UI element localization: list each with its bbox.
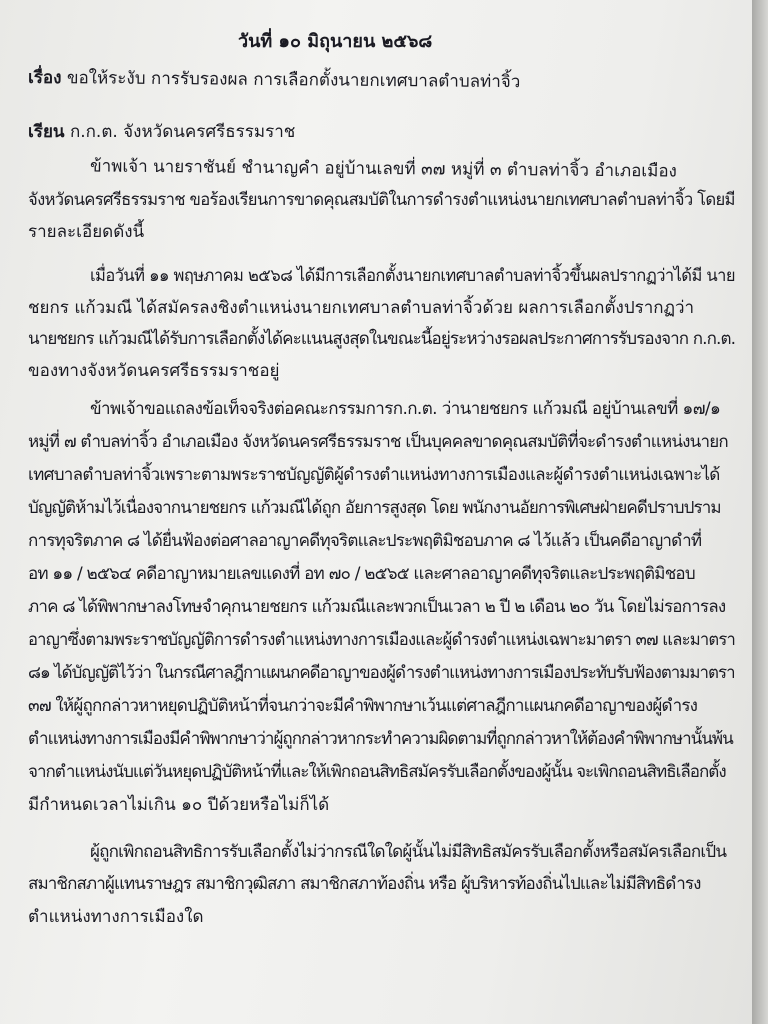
para1-line1: ข้าพเจ้า นายราชันย์ ชำนาญคำ อยู่บ้านเลขที่ ๓๗ หมู่ที่ ๓ ตำบลท่าจิ้ว อำเภอเมือง — [89, 156, 677, 182]
para1-line3: รายละเอียดดังนี้ — [28, 222, 145, 242]
para3-line12: จากตำแหน่งนับแต่วันหยุดปฏิบัติหน้าที่และให้เพิกถอนสิทธิสมัครรับเลือกตั้งของผู้นั้น จะเพิกถอนสิทธิเลือกตั้ง — [28, 762, 726, 782]
subject-text: ขอให้ระงับ การรับรองผล การเลือกตั้งนายกเทศบาลตำบลท่าจิ้ว — [66, 68, 521, 93]
para3-line2: หมู่ที่ ๗ ตำบลท่าจิ้ว อำเภอเมือง จังหวัดนครศรีธรรมราช เป็นบุคคลขาดคุณสมบัติที่จะดำรงตำแหน่งนายก — [28, 432, 728, 452]
para3-line8: อาญาซึ่งตามพระราชบัญญัติการดำรงตำแหน่งทางการเมืองและผู้ดำรงตำแหน่งเฉพาะมาตรา ๓๗ และมาตรา — [28, 630, 736, 650]
para3-line7: ภาค ๘ ได้พิพากษาลงโทษจำคุกนายชยกร แก้วมณีและพวกเป็นเวลา ๒ ปี ๒ เดือน ๒๐ วัน โดยไม่รอการลง — [28, 597, 726, 617]
recipient-label: เรียน — [28, 122, 65, 142]
para2-line4: ของทางจังหวัดนครศรีธรรมราชอยู่ — [28, 361, 280, 381]
para4-line1: ผู้ถูกเพิกถอนสิทธิการรับเลือกตั้งไม่ว่ากรณีใดใดผู้นั้นไม่มีสิทธิสมัครรับเลือกตั้งหรือสมัครเลือกเป็น — [90, 842, 727, 862]
date-line: วันที่ ๑๐ มิถุนายน ๒๕๖๘ — [238, 31, 433, 52]
recipient-line — [28, 118, 295, 145]
para2-line1: เมื่อวันที่ ๑๑ พฤษภาคม ๒๕๖๘ ได้มีการเลือกตั้งนายกเทศบาลตำบลท่าจิ้วขึ้นผลปรากฏว่าได้มี นาย — [90, 266, 735, 286]
para3-line3: เทศบาลตำบลท่าจิ้วเพราะตามพระราชบัญญัติผู้ดำรงตำแหน่งทางการเมืองและผู้ดำรงตำแหน่งเฉพาะได้ — [28, 465, 720, 485]
subject-line — [28, 64, 521, 95]
para3-line4: บัญญัติห้ามไว้เนื่องจากนายชยกร แก้วมณีได้ถูก อัยการสูงสุด โดย พนักงานอัยการพิเศษฝ่ายคดีปราบปราม — [28, 498, 721, 518]
para2-line3: นายชยกร แก้วมณีได้รับการเลือกตั้งได้คะแนนสูงสุดในขณะนี้อยู่ระหว่างรอผลประกาศการรับรองจาก ก.ก.ต. — [28, 329, 736, 349]
para3-line6: อท ๑๑ / ๒๕๖๔ คดีอาญาหมายเลขแดงที่ อท ๗๐ / ๒๕๖๕ และศาลอาญาคดีทุจริตและประพฤติมิชอบ — [28, 564, 695, 584]
para2-line2: ชยกร แก้วมณี ได้สมัครลงชิงตำแหน่งนายกเทศบาลตำบลท่าจิ้วด้วย ผลการเลือกตั้งปรากฏว่า — [28, 298, 695, 318]
subject-label: เรื่อง — [27, 67, 62, 89]
para4-line3: ตำแหน่งทางการเมืองใด — [28, 907, 204, 927]
para3-line13: มีกำหนดเวลาไม่เกิน ๑๐ ปีด้วยหรือไม่ก็ได้ — [28, 795, 330, 815]
para4-line2: สมาชิกสภาผู้แทนราษฎร สมาชิกวุฒิสภา สมาชิกสภาท้องถิ่น หรือ ผู้บริหารท้องถิ่นไปและไม่มีสิทธิดำรง — [28, 874, 701, 894]
para3-line9: ๘๑ ได้บัญญัติไว้ว่า ในกรณีศาลฎีกาแผนกคดีอาญาของผู้ดำรงตำแหน่งทางการเมืองประทับรับฟ้องตามมาตรา — [28, 663, 735, 683]
para3-line5: การทุจริตภาค ๘ ได้ยื่นฟ้องต่อศาลอาญาคดีทุจริตและประพฤติมิชอบภาค ๘ ไว้แล้ว เป็นคดีอาญาดำที่ — [28, 531, 702, 551]
recipient-text: ก.ก.ต. จังหวัดนครศรีธรรมราช — [69, 122, 296, 142]
para3-line10: ๓๗ ให้ผู้ถูกกล่าวหาหยุดปฏิบัติหน้าที่จนกว่าจะมีคำพิพากษาเว้นแต่ศาลฎีกาแผนกคดีอาญาของผู้ดำรง — [28, 696, 698, 716]
para3-line11: ตำแหน่งทางการเมืองมีคำพิพากษาว่าผู้ถูกกล่าวหากระทำความผิดตามที่ถูกกล่าวหาให้ต้องคำพิพากษานั้นพ้น — [28, 729, 733, 749]
page-edge-shadow — [752, 0, 768, 1024]
para3-line1: ข้าพเจ้าขอแถลงข้อเท็จจริงต่อคณะกรรมการก.ก.ต. ว่านายชยกร แก้วมณี อยู่บ้านเลขที่ ๑๗/๑ — [90, 399, 721, 419]
para1-line2: จังหวัดนครศรีธรรมราช ขอร้องเรียนการขาดคุณสมบัติในการดำรงตำแหน่งนายกเทศบาลตำบลท่าจิ้ว โดยมี — [28, 190, 735, 210]
